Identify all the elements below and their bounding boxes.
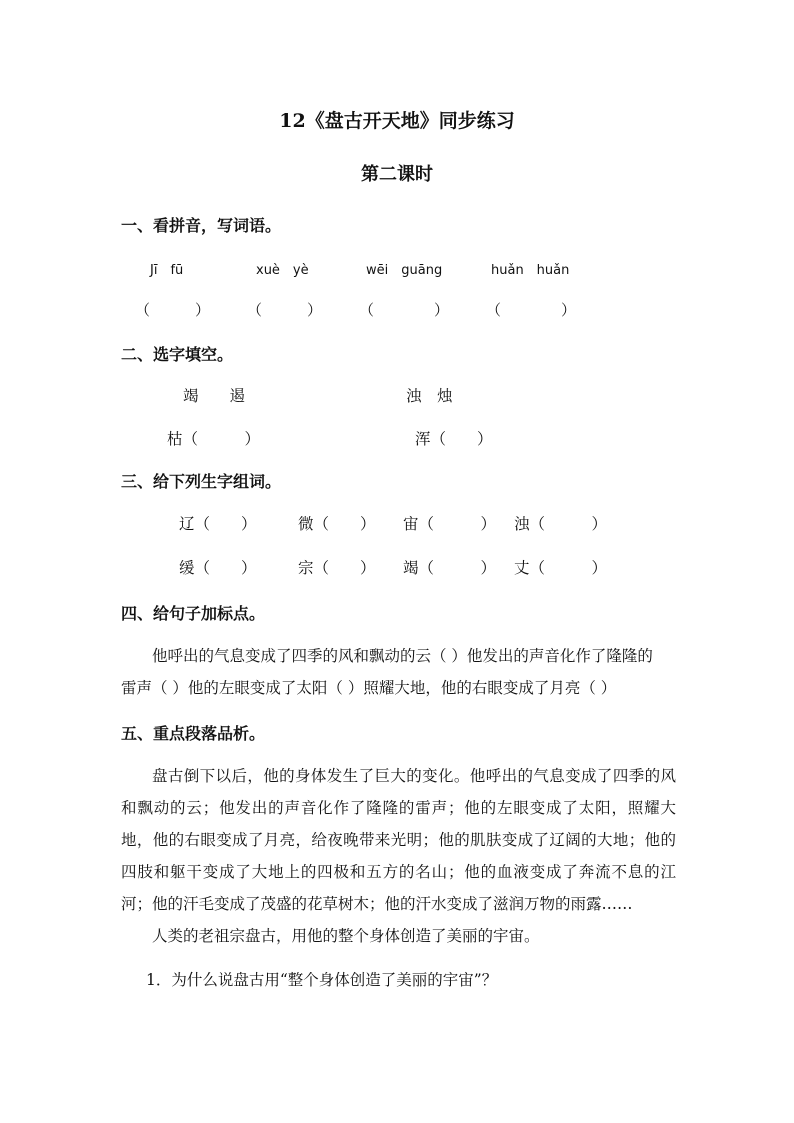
section4-heading: 四、给句子加标点。 xyxy=(121,604,266,623)
section2-heading: 二、选字填空。 xyxy=(121,345,234,364)
page-title: 12《盘古开天地》同步练习 xyxy=(279,110,515,132)
question-item: 1．为什么说盘古用“整个身体创造了美丽的宇宙”？ xyxy=(146,971,498,989)
word-item[interactable]: 微（ ） xyxy=(298,515,376,533)
exercise-line: 他呼出的气息变成了四季的风和飘动的云（ ）他发出的声音化作了隆隆的 xyxy=(152,647,653,665)
choice-options: 竭 遏 xyxy=(183,387,246,405)
pinyin-item: Jī fū xyxy=(150,263,184,278)
word-item[interactable]: 浊（ ） xyxy=(514,515,608,533)
passage-paragraph: 人类的老祖宗盘古，用他的整个身体创造了美丽的宇宙。 xyxy=(152,927,540,945)
punctuation-exercise xyxy=(121,640,676,704)
word-item[interactable]: 宙（ ） xyxy=(403,515,497,533)
answer-blank[interactable]: （ ） xyxy=(486,301,577,319)
fill-item[interactable]: 浑（ ） xyxy=(415,430,493,448)
section3-heading: 三、给下列生字组词。 xyxy=(121,472,282,491)
answer-blank[interactable]: （ ） xyxy=(247,301,323,319)
passage-paragraph: 盘古倒下以后，他的身体发生了巨大的变化。他呼出的气息变成了四季的风和飘动的云；他发出的声音化作了隆隆的雷声；他的左眼变成了太阳，照耀大地，他的右眼变成了月亮，给夜晚带来光明；他的肌肤变成了辽阔的大地；他的四肢和躯干变成了大地上的四极和五方的名山；他的血液变成了奔流不息的江河；他的汗毛变成了茂盛的花草树木；他的汗水变成了滋润万物的雨露…… xyxy=(121,767,676,913)
word-item[interactable]: 辽（ ） xyxy=(179,515,257,533)
word-item[interactable]: 缓（ ） xyxy=(179,559,257,577)
section1-heading: 一、看拼音，写词语。 xyxy=(121,216,282,235)
word-item[interactable]: 宗（ ） xyxy=(298,559,376,577)
choice-options: 浊 烛 xyxy=(406,387,453,405)
word-item[interactable]: 丈（ ） xyxy=(514,559,608,577)
answer-blank[interactable]: （ ） xyxy=(135,301,211,319)
page-subtitle: 第二课时 xyxy=(361,164,433,185)
pinyin-item: huǎn huǎn xyxy=(491,263,570,278)
word-item[interactable]: 竭（ ） xyxy=(403,559,497,577)
section5-heading: 五、重点段落品析。 xyxy=(121,724,266,743)
pinyin-item: wēi guāng xyxy=(366,263,443,278)
exercise-line: 雷声（ ）他的左眼变成了太阳（ ）照耀大地，他的右眼变成了月亮（ ） xyxy=(121,679,617,697)
reading-passage xyxy=(121,760,676,952)
fill-item[interactable]: 枯（ ） xyxy=(167,430,261,448)
pinyin-item: xuè yè xyxy=(256,263,309,278)
answer-blank[interactable]: （ ） xyxy=(359,301,450,319)
